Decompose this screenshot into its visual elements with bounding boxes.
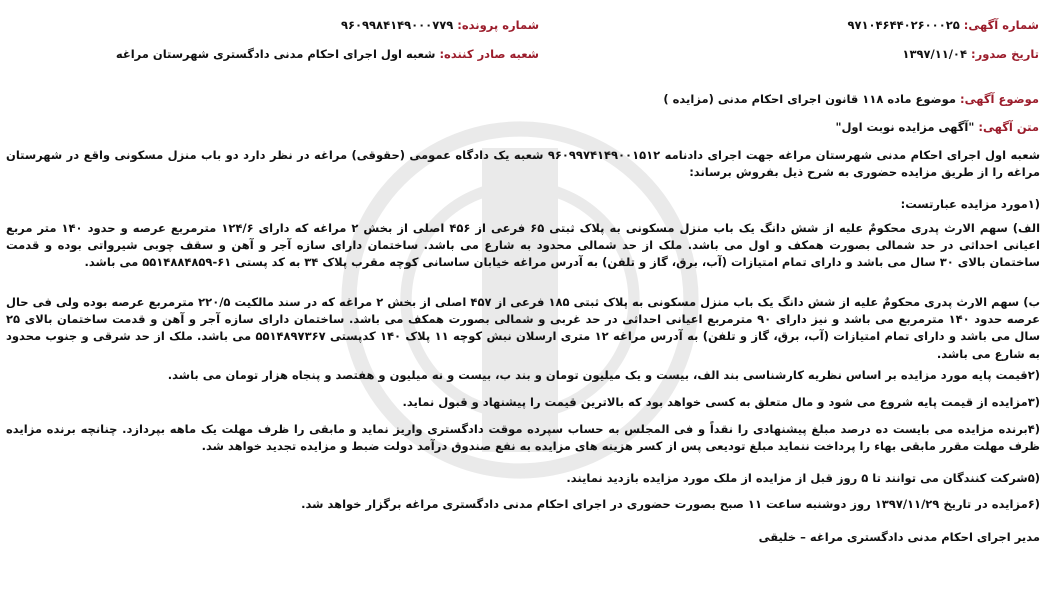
- case-number-label: شماره پرونده:: [457, 18, 539, 32]
- issue-date-label: تاریخ صدور:: [971, 47, 1039, 61]
- case-number-value: ۹۶۰۹۹۸۴۱۴۹۰۰۰۷۷۹: [340, 18, 454, 32]
- item1-heading: (۱مورد مزایده عبارتست:: [900, 197, 1040, 211]
- item-b-paragraph: ب) سهم الارث پدری محکومٌ علیه از شش دانگ یک باب منزل مسکونی به پلاک ثبتی ۱۸۵ فرعی از ۴۵۷ اصلی از بخش ۲ مراغه که در سند مالکیت ۲۲۰/۵ مترمربع عرصه بوده ولی فی حال عرصه حدود ۱۴۰ مترمربع می باشد و نیز دارای ۹۰ مترمربع اعیانی احداثی در حد غربی و شمالی بصورت همکف می باشد. ساختمان دارای سازه آجر و آهن و قدمت ساختمان بالای ۲۵ سال می باشد و دارای تمام امتیازات (آب، برق، گاز و تلفن) به آدرس مراغه ۱۲ متری ارسلان نبش کوچه ۱۱ پلاک ۱۴۰ کدپستی ۵۵۱۴۸۹۷۳۶۷ می باشد. ملک از حد شرقی و جنوب محدود به شارع می باشد.: [6, 295, 1041, 361]
- case-number: [341, 18, 539, 32]
- issuer-value: شعبه اول اجرای احکام مدنی دادگستری شهرستان مراغه: [115, 47, 436, 61]
- issue-date-value: ۱۳۹۷/۱۱/۰۴: [902, 47, 967, 61]
- ad-number-value: ۹۷۱۰۴۶۴۴۰۲۶۰۰۰۲۵: [847, 18, 960, 32]
- subject-label: موضوع آگهی:: [960, 92, 1039, 106]
- ad-number-label: شماره آگهی:: [963, 18, 1039, 32]
- body-title: [835, 120, 1039, 134]
- signature: مدیر اجرای احکام مدنی دادگستری مراغه – خلیقی: [758, 530, 1040, 544]
- subject-value: موضوع ماده ۱۱۸ قانون اجرای احکام مدنی (مزایده ): [663, 92, 957, 106]
- body-title-value: "آگهی مزایده نوبت اول": [835, 120, 975, 134]
- subject: [663, 92, 1039, 106]
- item4-paragraph: (۴برنده مزایده می بایست ده درصد مبلغ پیشنهادی را نقداً و فی المجلس به حساب سپرده موقت دادگستری واریز نماید و مابقی را ظرف مهلت یک ماهه بپردازد. چنانچه برنده مزایده ظرف مهلت مقرر مابقی بهاء را پرداخت ننماید مبلغ تودیعی پس از کسر هزینه های مزایده به نفع صندوق درآمد دولت ضبط و مزایده تجدید خواهد شد.: [6, 422, 1040, 454]
- body-title-label: متن آگهی:: [978, 120, 1039, 134]
- item6-paragraph: (۶مزایده در تاریخ ۱۳۹۷/۱۱/۲۹ روز دوشنبه ساعت ۱۱ صبح بصورت حضوری در اجرای احکام مدنی دادگستری مراغه برگزار خواهد شد.: [301, 497, 1040, 511]
- ad-number: [847, 18, 1039, 32]
- item-a-paragraph: الف) سهم الارث پدری محکومٌ علیه از شش دانگ یک باب منزل مسکونی به پلاک ثبتی ۶۵ فرعی از ۴۵۶ اصلی از بخش ۲ مراغه که دارای ۱۲۴/۶ مترمربع عرصه و حدود ۱۴۰ متر مربع اعیانی احداثی در حد شمالی بصورت همکف و اول می باشد. ملک از حد شمالی محدود به شارع می باشد. ساختمان دارای سازه آجر و آهن و سقف چوبی شیرواتی بوده و قدمت ساختمان بالای ۳۰ سال می باشد و دارای تمام امتیازات (آب، برق، گاز و تلفن) به آدرس مراغه خیابان ساسانی کوچه مقرب پلاک ۳۴ به کد پستی ۶۱-۵۵۱۴۸۸۴۸۵۹ می باشد.: [6, 221, 1041, 270]
- issuer-label: شعبه صادر کننده:: [439, 47, 539, 61]
- intro-paragraph: شعبه اول اجرای احکام مدنی شهرستان مراغه جهت اجرای دادنامه ۹۶۰۹۹۷۴۱۴۹۰۰۱۵۱۲ شعبه یک دادگاه عمومی (حقوقی) مراغه در نظر دارد دو باب منزل مسکونی واقع در شهرستان مراغه را از طریق مزایده حضوری به شرح ذیل بفروش برساند:: [6, 148, 1041, 180]
- item2-paragraph: (۲قیمت پایه مورد مزایده بر اساس نظریه کارشناسی بند الف، بیست و یک میلیون تومان و بند ب، بیست و نه میلیون و هفتصد و پنجاه هزار تومان می باشد.: [167, 368, 1040, 382]
- issue-date: [902, 47, 1039, 61]
- item5-paragraph: (۵شرکت کنندگان می توانند تا ۵ روز قبل از مزایده از ملک مورد مزایده بازدید نمایند.: [566, 471, 1040, 485]
- issuer: [116, 47, 539, 61]
- item3-paragraph: (۳مزایده از قیمت پایه شروع می شود و مال متعلق به کسی خواهد بود که بالاترین قیمت را پیشنهاد و قبول نماید.: [402, 395, 1040, 409]
